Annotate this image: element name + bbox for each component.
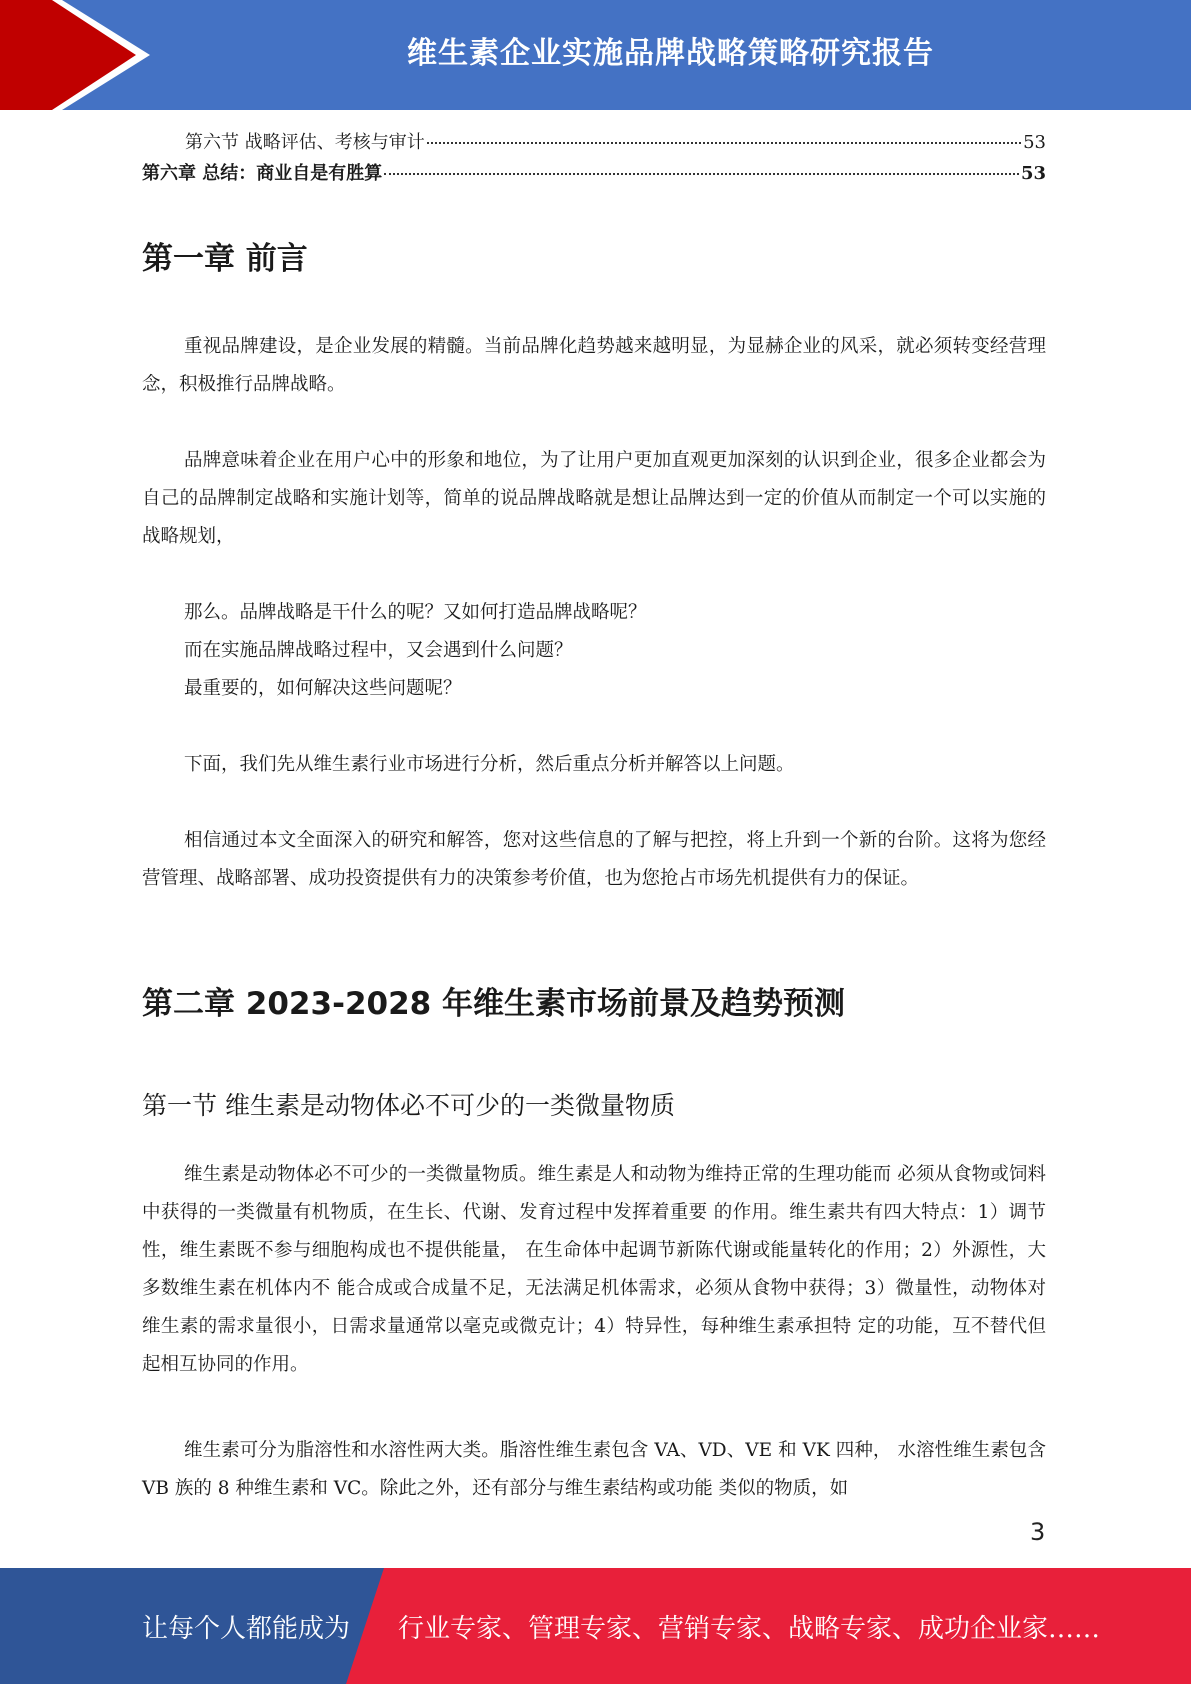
toc-entry-title: 第六章 总结：商业自是有胜算 (142, 163, 383, 184)
paragraph: 相信通过本文全面深入的研究和解答，您对这些信息的了解与把控，将上升到一个新的台阶。这将为您经营管理、战略部署、成功投资提供有力的决策参考价值，也为您抢占市场先机提供有力的保证。 (142, 830, 1046, 889)
toc-entry-title: 第六节 战略评估、考核与审计 (185, 132, 425, 153)
chapter-heading: 第二章 2023-2028 年维生素市场前景及趋势预测 (142, 986, 846, 1022)
paragraph: 而在实施品牌战略过程中，又会遇到什么问题？ (184, 640, 573, 661)
paragraph: 品牌意味着企业在用户心中的形象和地位，为了让用户更加直观更加深刻的认识到企业，很多企业都会为自己的品牌制定战略和实施计划等，简单的说品牌战略就是想让品牌达到一定的价值从而制定一个可以实施的战略规划， (142, 450, 1046, 547)
paragraph: 维生素是动物体必不可少的一类微量物质。维生素是人和动物为维持正常的生理功能而 必须从食物或饲料中获得的一类微量有机物质，在生长、代谢、发育过程中发挥着重要 的作用。维生素共有四大特点：1）调节性，维生素既不参与细胞构成也不提供能量， 在生命体中起调节新陈代谢或能量转化的作用；2）外源性，大多数维生素在机体内不 能合成或合成量不足，无法满足机体需求，必须从食物中获得；3）微量性，动物体对 维生素的需求量很小，日需求量通常以毫克或微克计；4）特异性，每种维生素承担特 定的功能，互不替代但起相互协同的作用。 (142, 1164, 1046, 1375)
paragraph: 最重要的，如何解决这些问题呢？ (184, 678, 462, 699)
header-chevron-shape (0, 0, 160, 110)
report-title: 维生素企业实施品牌战略策略研究报告 (407, 36, 934, 71)
footer-banner (0, 1568, 1191, 1684)
header-banner (0, 0, 1191, 110)
section-heading: 第一节 维生素是动物体必不可少的一类微量物质 (142, 1091, 675, 1120)
toc-page-number: 53 (1020, 163, 1046, 184)
toc-page-number: 53 (1023, 132, 1046, 153)
toc-leader-dots (384, 153, 1019, 175)
paragraph: 维生素可分为脂溶性和水溶性两大类。脂溶性维生素包含 VA、VD、VE 和 VK 四种， 水溶性维生素包含 VB 族的 8 种维生素和 VC。除此之外，还有部分与维生素结构或功能 类似的物质，如 (142, 1440, 1046, 1499)
footer-slogan-left: 让每个人都能成为 (142, 1614, 351, 1644)
page-number: 3 (1030, 1518, 1046, 1546)
footer-slogan-right: 行业专家、管理专家、营销专家、战略专家、成功企业家…… (398, 1614, 1101, 1644)
chapter-heading: 第一章 前言 (142, 241, 308, 277)
toc-entry-chapter[interactable] (142, 157, 1046, 188)
paragraph: 下面，我们先从维生素行业市场进行分析，然后重点分析并解答以上问题。 (184, 754, 795, 775)
toc-leader-dots (427, 122, 1021, 144)
paragraph: 重视品牌建设，是企业发展的精髓。当前品牌化趋势越来越明显，为显赫企业的风采，就必须转变经营理念，积极推行品牌战略。 (142, 336, 1046, 395)
paragraph: 那么。品牌战略是干什么的呢？又如何打造品牌战略呢？ (184, 602, 647, 623)
